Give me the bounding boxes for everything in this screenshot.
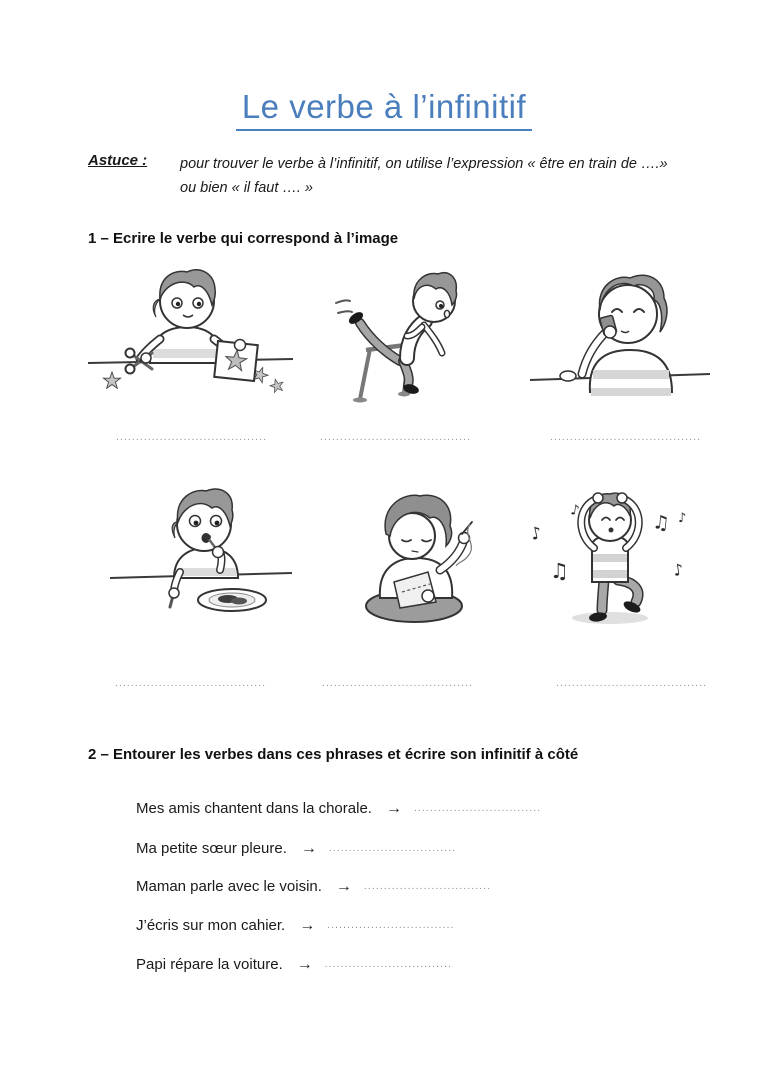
title-row: [0, 88, 768, 131]
sentence-answer-line: ................................: [413, 803, 542, 814]
sentence-answer-line: ................................: [328, 843, 457, 854]
illustration-jumping-hurdle: [308, 261, 470, 407]
sentence-text: Mes amis chantent dans la chorale.: [136, 800, 372, 817]
illustration-cutting: [88, 263, 293, 405]
astuce-text: [180, 152, 710, 200]
arrow-icon: →: [296, 956, 313, 973]
sentence-text: Papi répare la voiture.: [136, 956, 283, 973]
astuce-line-1: pour trouver le verbe à l’infinitif, on utilise l’expression « être en train de ….»: [180, 156, 668, 172]
answer-line-3: ......................................: [550, 432, 702, 443]
arrow-icon: →: [385, 800, 402, 817]
sentence-row: [136, 917, 455, 935]
answer-line-1: ......................................: [116, 432, 268, 443]
sentence-row: [136, 956, 452, 974]
illustration-eating: [110, 480, 292, 622]
sentence-text: Maman parle avec le voisin.: [136, 878, 322, 895]
page-title: Le verbe à l’infinitif: [236, 88, 532, 131]
arrow-icon: →: [335, 878, 352, 895]
answer-line-5: ......................................: [322, 678, 474, 689]
svg-text:♪: ♪: [569, 502, 581, 520]
astuce-line-2: ou bien « il faut …. »: [180, 180, 313, 196]
answer-line-6: ......................................: [556, 678, 708, 689]
sentence-text: J’écris sur mon cahier.: [136, 917, 286, 934]
section1-heading: 1 – Ecrire le verbe qui correspond à l’image: [88, 230, 399, 247]
answer-line-2: ......................................: [320, 432, 472, 443]
svg-text:♫: ♫: [550, 559, 569, 583]
sentence-text: Ma petite sœur pleure.: [136, 840, 287, 857]
sentence-row: [136, 840, 456, 858]
svg-text:♪: ♪: [528, 523, 544, 545]
svg-text:♪: ♪: [671, 559, 685, 580]
illustration-drinking: [530, 266, 710, 404]
sentence-answer-line: ................................: [363, 881, 492, 892]
illustration-sewing: [328, 478, 494, 626]
svg-text:♪: ♪: [678, 511, 687, 526]
arrow-icon: →: [299, 917, 316, 934]
illustration-dancing: [518, 476, 704, 626]
sentence-row: [136, 800, 541, 818]
sentence-answer-line: ................................: [324, 959, 453, 970]
sentence-answer-line: ................................: [327, 920, 455, 931]
answer-line-4: ......................................: [115, 678, 267, 689]
astuce-label: Astuce :: [88, 152, 148, 169]
arrow-icon: →: [300, 840, 317, 857]
svg-text:♫: ♫: [651, 511, 671, 535]
section2-heading: 2 – Entourer les verbes dans ces phrases et écrire son infinitif à côté: [88, 746, 579, 763]
sentence-row: [136, 878, 491, 896]
